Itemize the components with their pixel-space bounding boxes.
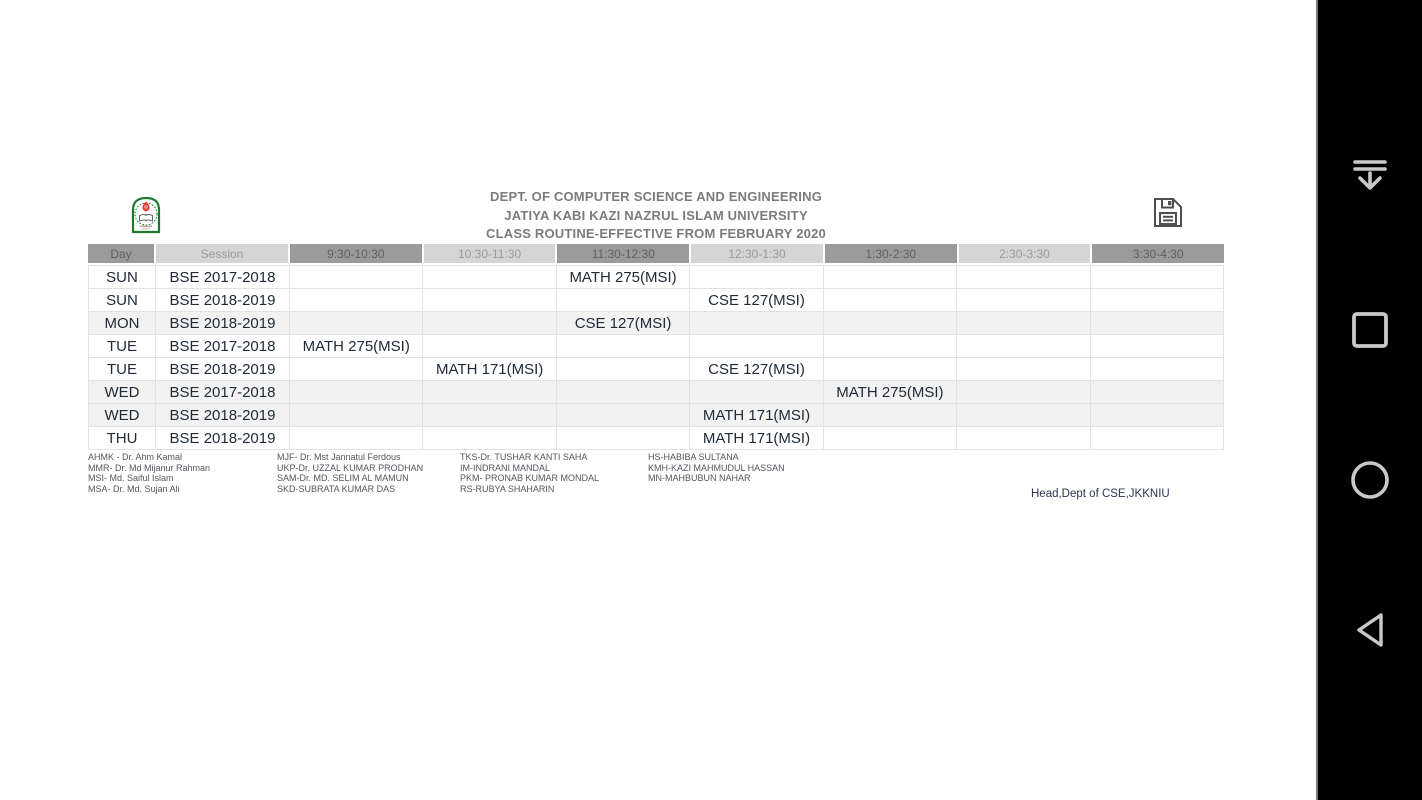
course-cell [824,427,957,449]
column-header-2-30-3-30: 2:30-3:30 [959,244,1091,263]
session-cell: BSE 2018-2019 [156,289,290,311]
course-cell [290,427,423,449]
legend-column [277,452,423,495]
course-cell [957,381,1090,403]
course-cell [690,266,823,288]
legend-entry: SKD-SUBRATA KUMAR DAS [277,484,396,495]
column-header-11-30-12-30: 11:30-12:30 [557,244,689,263]
course-cell: CSE 127(MSI) [557,312,690,334]
course-cell [423,404,556,426]
course-cell [824,335,957,357]
routine-row [88,427,1224,450]
course-cell [957,358,1090,380]
session-cell: BSE 2017-2018 [156,335,290,357]
course-cell [957,266,1090,288]
course-cell [1091,427,1224,449]
course-cell [1091,312,1224,334]
course-cell [290,358,423,380]
routine-row [88,358,1224,381]
day-cell: WED [88,381,156,403]
column-header-1-30-2-30: 1:30-2:30 [825,244,957,263]
course-cell [1091,404,1224,426]
title-line-3: CLASS ROUTINE-EFFECTIVE FROM FEBRUARY 2020 [486,226,826,242]
routine-row [88,289,1224,312]
course-cell [557,358,690,380]
title-line-1: DEPT. OF COMPUTER SCIENCE AND ENGINEERING [489,189,823,204]
android-navbar [1316,0,1422,800]
day-cell: WED [88,404,156,426]
course-cell [824,358,957,380]
course-cell [1091,358,1224,380]
course-cell [557,404,690,426]
course-cell [824,289,957,311]
course-cell [423,312,556,334]
title-line-2: JATIYA KABI KAZI NAZRUL ISLAM UNIVERSITY [504,207,808,223]
routine-row [88,312,1224,335]
course-cell [557,381,690,403]
day-cell: SUN [88,289,156,311]
course-cell: MATH 171(MSI) [690,404,823,426]
course-cell [1091,266,1224,288]
routine-row [88,335,1224,358]
course-cell: CSE 127(MSI) [690,358,823,380]
day-cell: SUN [88,266,156,288]
course-cell: MATH 171(MSI) [690,427,823,449]
triangle-left-icon [1350,610,1390,650]
legend-entry: MMR- Dr. Md Mijanur Rahman [88,462,211,473]
legend-entry: SAM-Dr. MD. SELIM AL MAMUN [277,473,409,484]
course-cell: MATH 171(MSI) [423,358,556,380]
back-button[interactable] [1350,610,1390,650]
circle-icon [1350,460,1390,500]
course-cell [423,427,556,449]
course-cell [557,335,690,357]
course-cell [290,381,423,403]
column-header-3-30-4-30: 3:30-4:30 [1092,244,1224,263]
routine-row [88,404,1224,427]
legend-entry: MSI- Md. Saiful Islam [88,473,174,484]
session-cell: BSE 2017-2018 [156,381,290,403]
day-cell: TUE [88,335,156,357]
signature-text: Head,Dept of CSE,JKKNIU [1031,488,1170,500]
course-cell [824,312,957,334]
legend-entry: KMH-KAZI MAHMUDUL HASSAN [648,462,785,473]
course-cell [557,427,690,449]
legend-column [88,452,210,495]
day-cell: MON [88,312,156,334]
course-cell [423,381,556,403]
legend-entry: IM-INDRANI MANDAL [460,462,551,473]
course-cell [957,289,1090,311]
course-cell [290,266,423,288]
legend-entry: TKS-Dr. TUSHAR KANTI SAHA [460,452,588,462]
column-header-12-30-1-30: 12:30-1:30 [691,244,823,263]
course-cell [690,312,823,334]
legend-column [648,452,785,484]
document-title-block [88,188,1224,244]
save-icon [1152,196,1184,229]
legend-entry: AHMK - Dr. Ahm Kamal [88,452,183,462]
routine-table [88,244,1224,450]
course-cell [423,266,556,288]
day-cell: THU [88,427,156,449]
legend-entry: UKP-Dr. UZZAL KUMAR PRODHAN [277,462,424,473]
legend-entry: PKM- PRONAB KUMAR MONDAL [460,473,600,484]
session-cell: BSE 2018-2019 [156,404,290,426]
routine-row [88,381,1224,404]
legend-entry: MN-MAHBUBUN NAHAR [648,473,751,484]
course-cell [290,312,423,334]
course-cell: CSE 127(MSI) [690,289,823,311]
course-cell [957,404,1090,426]
session-cell: BSE 2017-2018 [156,266,290,288]
course-cell [557,289,690,311]
course-cell [824,266,957,288]
double-bar-down-arrow-icon [1351,155,1389,195]
square-icon [1351,311,1389,349]
routine-header-row [88,244,1224,263]
home-button[interactable] [1350,460,1390,500]
legend-entry: RS-RUBYA SHAHARIN [460,484,555,495]
day-cell: TUE [88,358,156,380]
course-cell [423,289,556,311]
course-cell [290,404,423,426]
course-cell [690,335,823,357]
session-cell: BSE 2018-2019 [156,358,290,380]
course-cell [957,312,1090,334]
course-cell: MATH 275(MSI) [290,335,423,357]
save-button[interactable] [1152,196,1184,229]
course-cell [824,404,957,426]
session-cell: BSE 2018-2019 [156,427,290,449]
column-header-day: Day [88,244,154,263]
legend-entry: HS-HABIBA SULTANA [648,452,739,462]
course-cell [290,289,423,311]
course-cell [957,427,1090,449]
course-cell [1091,381,1224,403]
expand-notifications-button[interactable] [1351,155,1389,195]
course-cell [1091,289,1224,311]
course-cell: MATH 275(MSI) [824,381,957,403]
course-cell [957,335,1090,357]
session-cell: BSE 2018-2019 [156,312,290,334]
course-cell: MATH 275(MSI) [557,266,690,288]
legend-entry: MSA- Dr. Md. Sujan Ali [88,484,180,495]
column-header-session: Session [156,244,288,263]
column-header-10-30-11-30: 10:30-11:30 [424,244,556,263]
course-cell [1091,335,1224,357]
legend-entry: MJF- Dr. Mst Jannatul Ferdous [277,452,401,462]
column-header-9-30-10-30: 9:30-10:30 [290,244,422,263]
recents-button[interactable] [1351,311,1389,349]
course-cell [690,381,823,403]
routine-row [88,265,1224,289]
course-cell [423,335,556,357]
legend-column [460,452,599,495]
routine-body [88,265,1224,450]
